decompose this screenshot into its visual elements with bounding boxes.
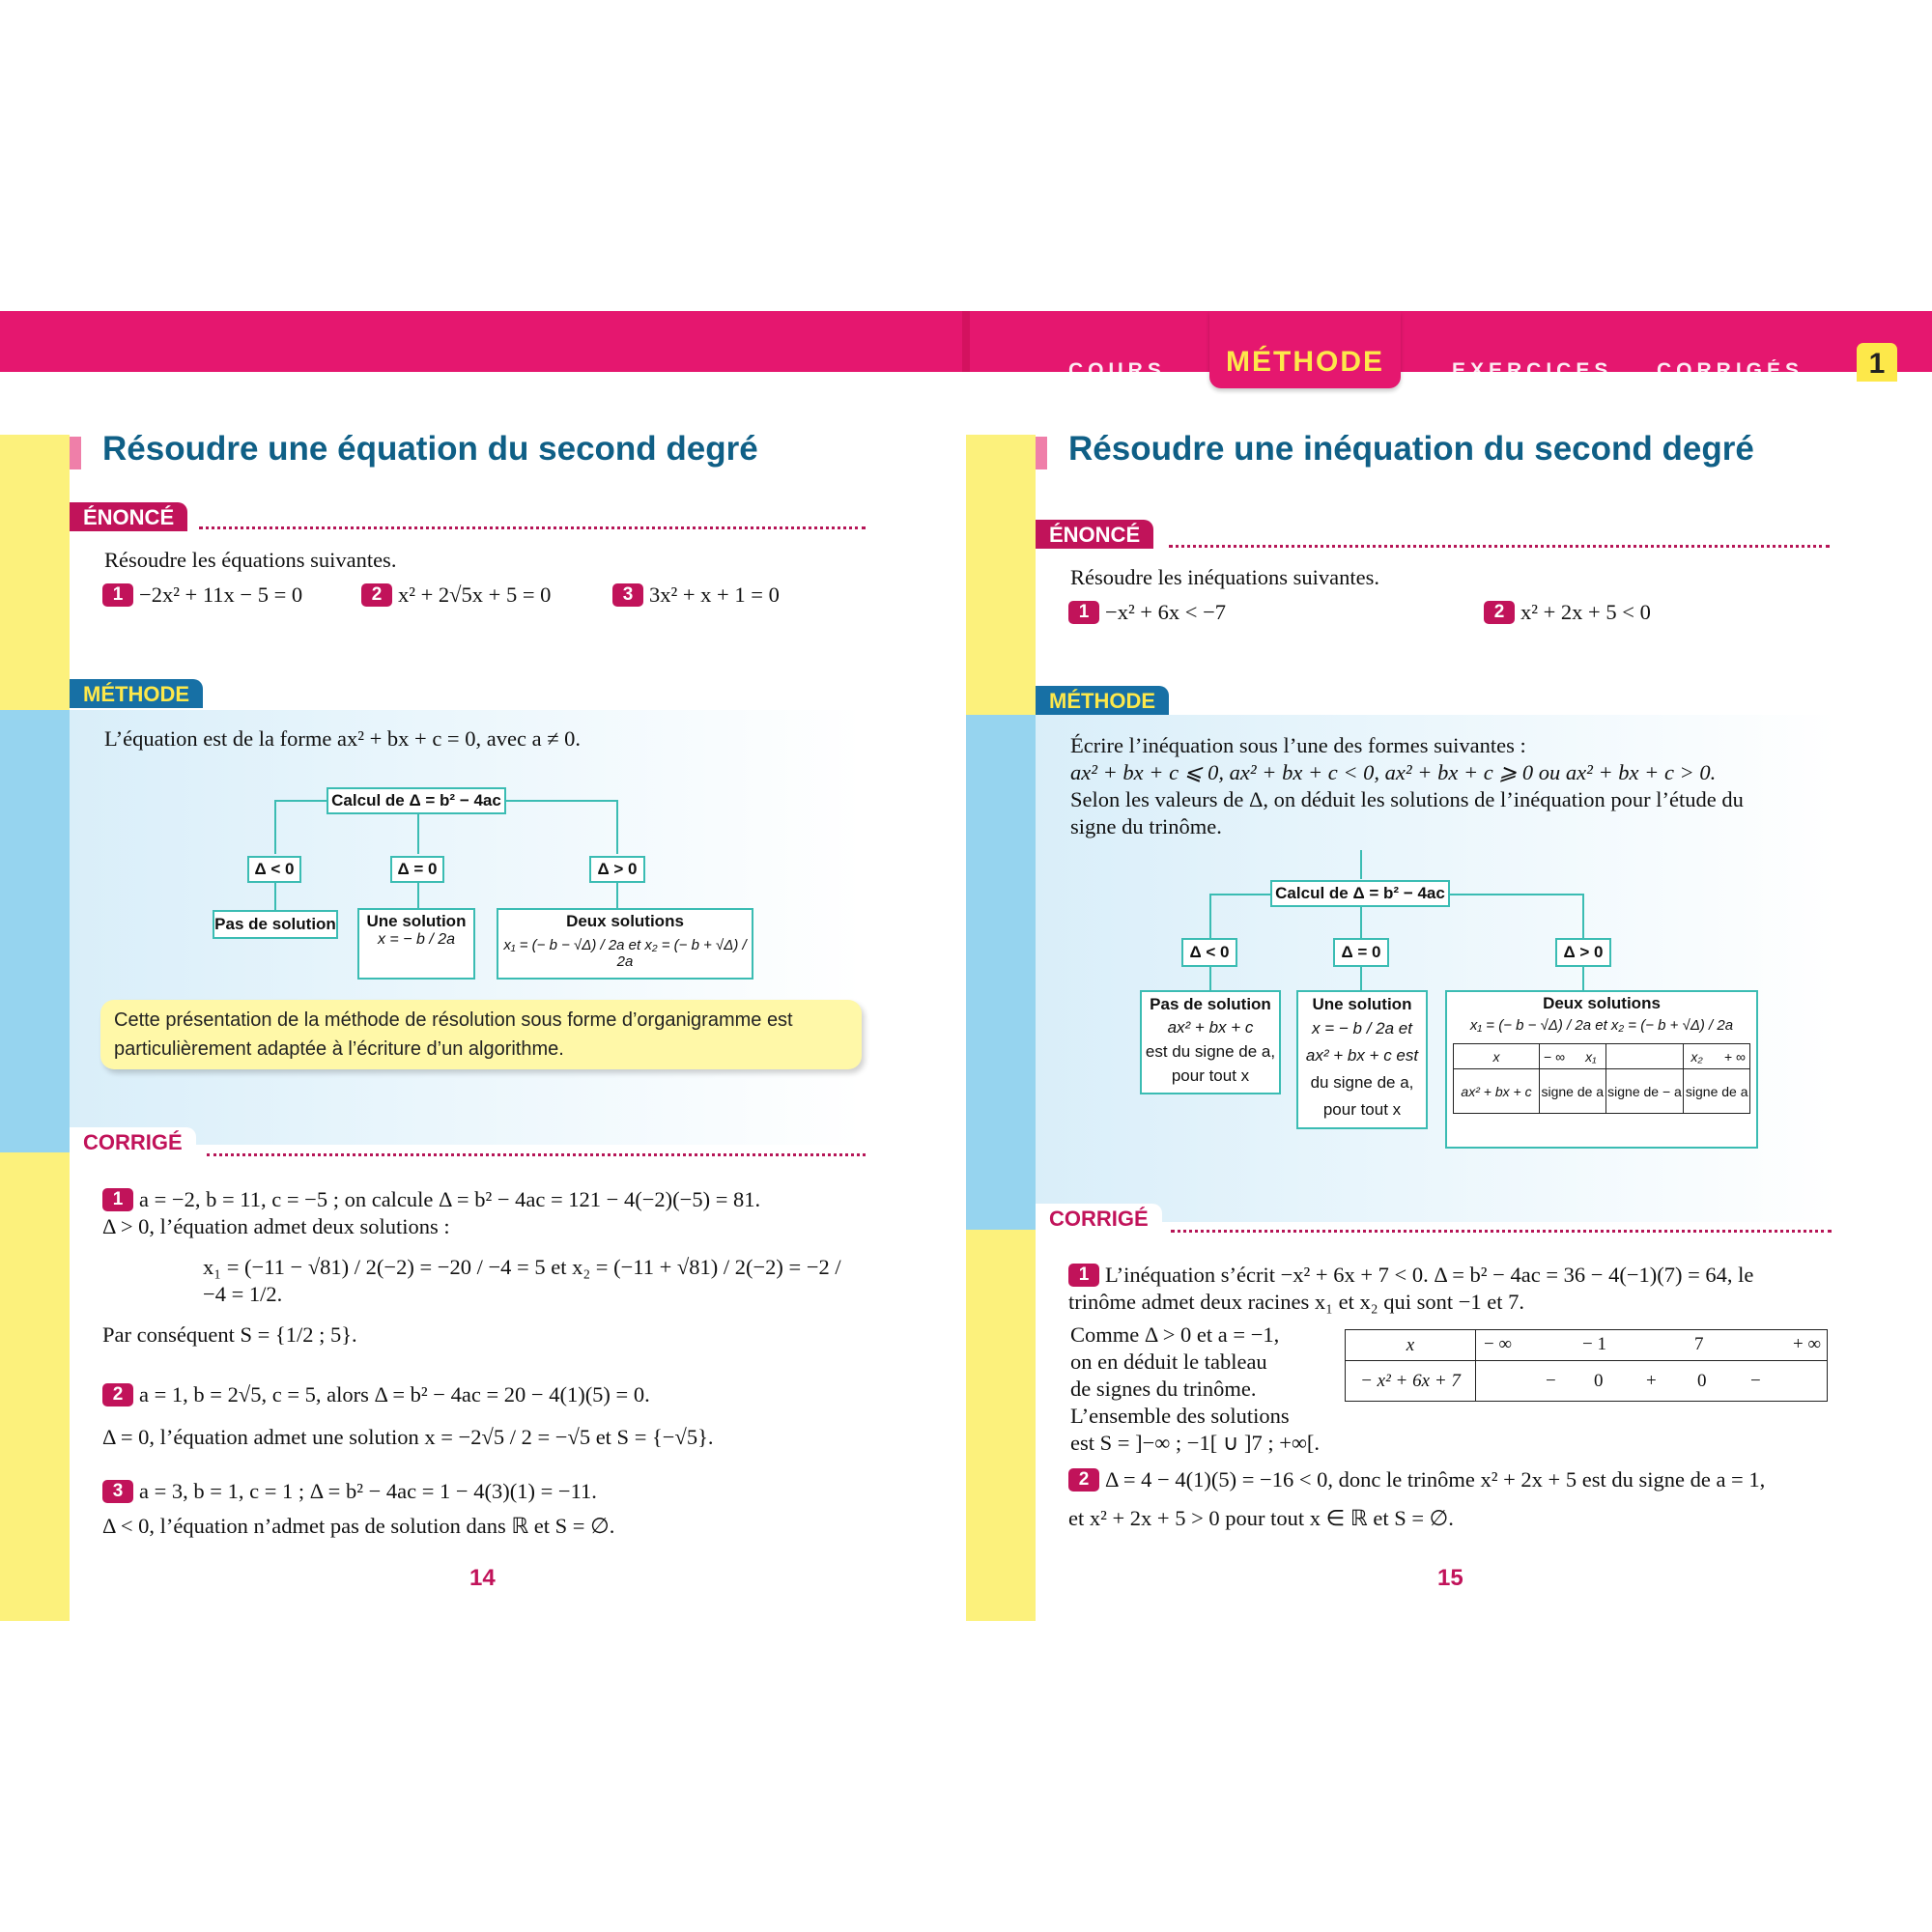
tab-cours[interactable]: COURS xyxy=(1068,359,1166,382)
enonce-intro: Résoudre les inéquations suivantes. xyxy=(1070,565,1379,589)
methode-label: MÉTHODE xyxy=(1036,686,1169,715)
corrige-label: CORRIGÉ xyxy=(70,1127,196,1156)
tab-corriges[interactable]: CORRIGÉS xyxy=(1657,359,1804,382)
divider xyxy=(1169,545,1830,548)
inequation-1: 1 −x² + 6x < −7 xyxy=(1068,599,1226,626)
flow-connector xyxy=(1209,894,1211,938)
flow-connector xyxy=(616,883,618,908)
flow-result-two: Deux solutions x₁ = (− b − √Δ) / 2a et x₂ = (− b + √Δ) / 2a xyxy=(497,908,753,980)
left-strip-mid xyxy=(0,710,70,1152)
divider xyxy=(1171,1230,1832,1233)
corrige-3: 3 a = 3, b = 1, c = 1 ; Δ = b² − 4ac = 1 − 4(3)(1) = −11. Δ < 0, l’équation n’admet pas de solution dans ℝ et S = ∅. xyxy=(102,1479,615,1538)
flow-connector xyxy=(1360,967,1362,990)
chapter-number: 1 xyxy=(1857,343,1897,382)
flow-case-pos: Δ > 0 xyxy=(589,856,645,883)
enonce-label: ÉNONCÉ xyxy=(70,502,187,531)
corrige-1-intro: 1 L’inéquation s’écrit −x² + 6x + 7 < 0. Δ = b² − 4ac = 36 − 4(−1)(7) = 64, le trinôme admet deux racines x₁ et x₂ qui sont −1 et 7. xyxy=(1068,1263,1754,1314)
enonce-intro: Résoudre les équations suivantes. xyxy=(104,548,397,572)
divider xyxy=(199,526,866,529)
sign-table: x − ∞ − 1 7 + ∞ − x² + 6x + 7 − 0 + 0 − xyxy=(1345,1329,1828,1402)
right-strip-bottom xyxy=(966,1230,1036,1621)
flow-root: Calcul de Δ = b² − 4ac xyxy=(1270,880,1450,907)
flow-case-neg: Δ < 0 xyxy=(247,856,301,883)
title-marker xyxy=(1036,437,1047,469)
corrige-1-side: Comme Δ > 0 et a = −1, on en déduit le tableau de signes du trinôme. L’ensemble des solutions est S = ]−∞ ; −1[ ∪ ]7 ; +∞[. xyxy=(1070,1322,1321,1455)
title-marker xyxy=(70,437,81,469)
left-strip-bottom xyxy=(0,1152,70,1621)
flow-connector xyxy=(1360,850,1362,879)
right-strip-top xyxy=(966,435,1036,715)
page-title: Résoudre une équation du second degré xyxy=(102,430,758,468)
right-strip-mid xyxy=(966,715,1036,1230)
flow-connector xyxy=(1209,967,1211,990)
corrige-label: CORRIGÉ xyxy=(1036,1204,1162,1233)
flow-connector xyxy=(1360,906,1362,938)
tab-exercices[interactable]: EXERCICES xyxy=(1452,359,1613,382)
flow-result-none: Pas de solution ax² + bx + c est du signe de a, pour tout x xyxy=(1140,990,1281,1094)
inequation-2: 2 x² + 2x + 5 < 0 xyxy=(1484,599,1651,626)
page-number: 14 xyxy=(469,1565,496,1591)
corrige-1: 1 a = −2, b = 11, c = −5 ; on calcule Δ = b² − 4ac = 121 − 4(−2)(−5) = 81. Δ > 0, l’équation admet deux solutions : x₁ = (−11 − √81) / 2(−2) = −20 / −4 = 5 et x₂ = (−11 + √81) / 2(−2) = −2 / −4 = 1/2. Par conséquent S = {1/2 ; 5}. xyxy=(102,1187,841,1347)
divider xyxy=(207,1153,866,1156)
equation-1: 1 −2x² + 11x − 5 = 0 xyxy=(102,582,302,609)
flow-connector xyxy=(274,883,276,910)
flow-connector xyxy=(616,800,618,854)
page-gutter xyxy=(962,311,970,372)
tab-methode[interactable]: MÉTHODE xyxy=(1209,311,1401,388)
flow-connector xyxy=(417,883,419,910)
flow-sign-table: x − ∞ x₁ x₂ + ∞ ax² + bx + c signe de a signe de − a signe de a xyxy=(1453,1043,1750,1114)
flow-result-one: Une solution x = − b / 2a et ax² + bx + c est du signe de a, pour tout x xyxy=(1296,990,1428,1129)
flow-root: Calcul de Δ = b² − 4ac xyxy=(327,787,506,814)
equation-3: 3 3x² + x + 1 = 0 xyxy=(612,582,780,609)
flow-case-neg: Δ < 0 xyxy=(1181,938,1237,967)
left-strip-top xyxy=(0,435,70,710)
flow-case-zero: Δ = 0 xyxy=(1333,938,1389,967)
flow-connector xyxy=(1582,967,1584,990)
flow-connector xyxy=(1582,894,1584,938)
methode-intro: L’équation est de la forme ax² + bx + c = 0, avec a ≠ 0. xyxy=(104,726,582,751)
page-number: 15 xyxy=(1437,1565,1463,1591)
flow-result-none: Pas de solution xyxy=(213,910,338,939)
methode-text: Écrire l’inéquation sous l’une des formes suivantes : ax² + bx + c ⩽ 0, ax² + bx + c < 0, ax² + bx + c ⩾ 0 ou ax² + bx + c > 0. Selon les valeurs de Δ, on déduit les solutions de l’inéquation pour l’étude du signe du trinôme. xyxy=(1070,733,1744,838)
flow-case-pos: Δ > 0 xyxy=(1555,938,1611,967)
method-note: Cette présentation de la méthode de résolution sous forme d’organigramme est particulièrement adaptée à l’écriture d’un algorithme. xyxy=(100,1000,862,1069)
flow-result-two: Deux solutions x₁ = (− b − √Δ) / 2a et x₂ = (− b + √Δ) / 2a x − ∞ x₁ x₂ + ∞ ax² + bx + c signe de a signe de − a signe de a xyxy=(1445,990,1758,1149)
corrige-2: 2 a = 1, b = 2√5, c = 5, alors Δ = b² − 4ac = 20 − 4(1)(5) = 0. Δ = 0, l’équation admet une solution x = −2√5 / 2 = −√5 et S = {−√5}. xyxy=(102,1382,714,1449)
flow-result-one: Une solution x = − b / 2a xyxy=(357,908,475,980)
equation-2: 2 x² + 2√5x + 5 = 0 xyxy=(361,582,551,609)
page-title: Résoudre une inéquation du second degré xyxy=(1068,430,1754,468)
corrige-2: 2 Δ = 4 − 4(1)(5) = −16 < 0, donc le trinôme x² + 2x + 5 est du signe de a = 1, et x² + 2x + 5 > 0 pour tout x ∈ ℝ et S = ∅. xyxy=(1068,1467,1766,1530)
methode-label: MÉTHODE xyxy=(70,679,203,708)
flow-connector xyxy=(274,800,276,854)
enonce-label: ÉNONCÉ xyxy=(1036,520,1153,549)
flow-case-zero: Δ = 0 xyxy=(390,856,444,883)
